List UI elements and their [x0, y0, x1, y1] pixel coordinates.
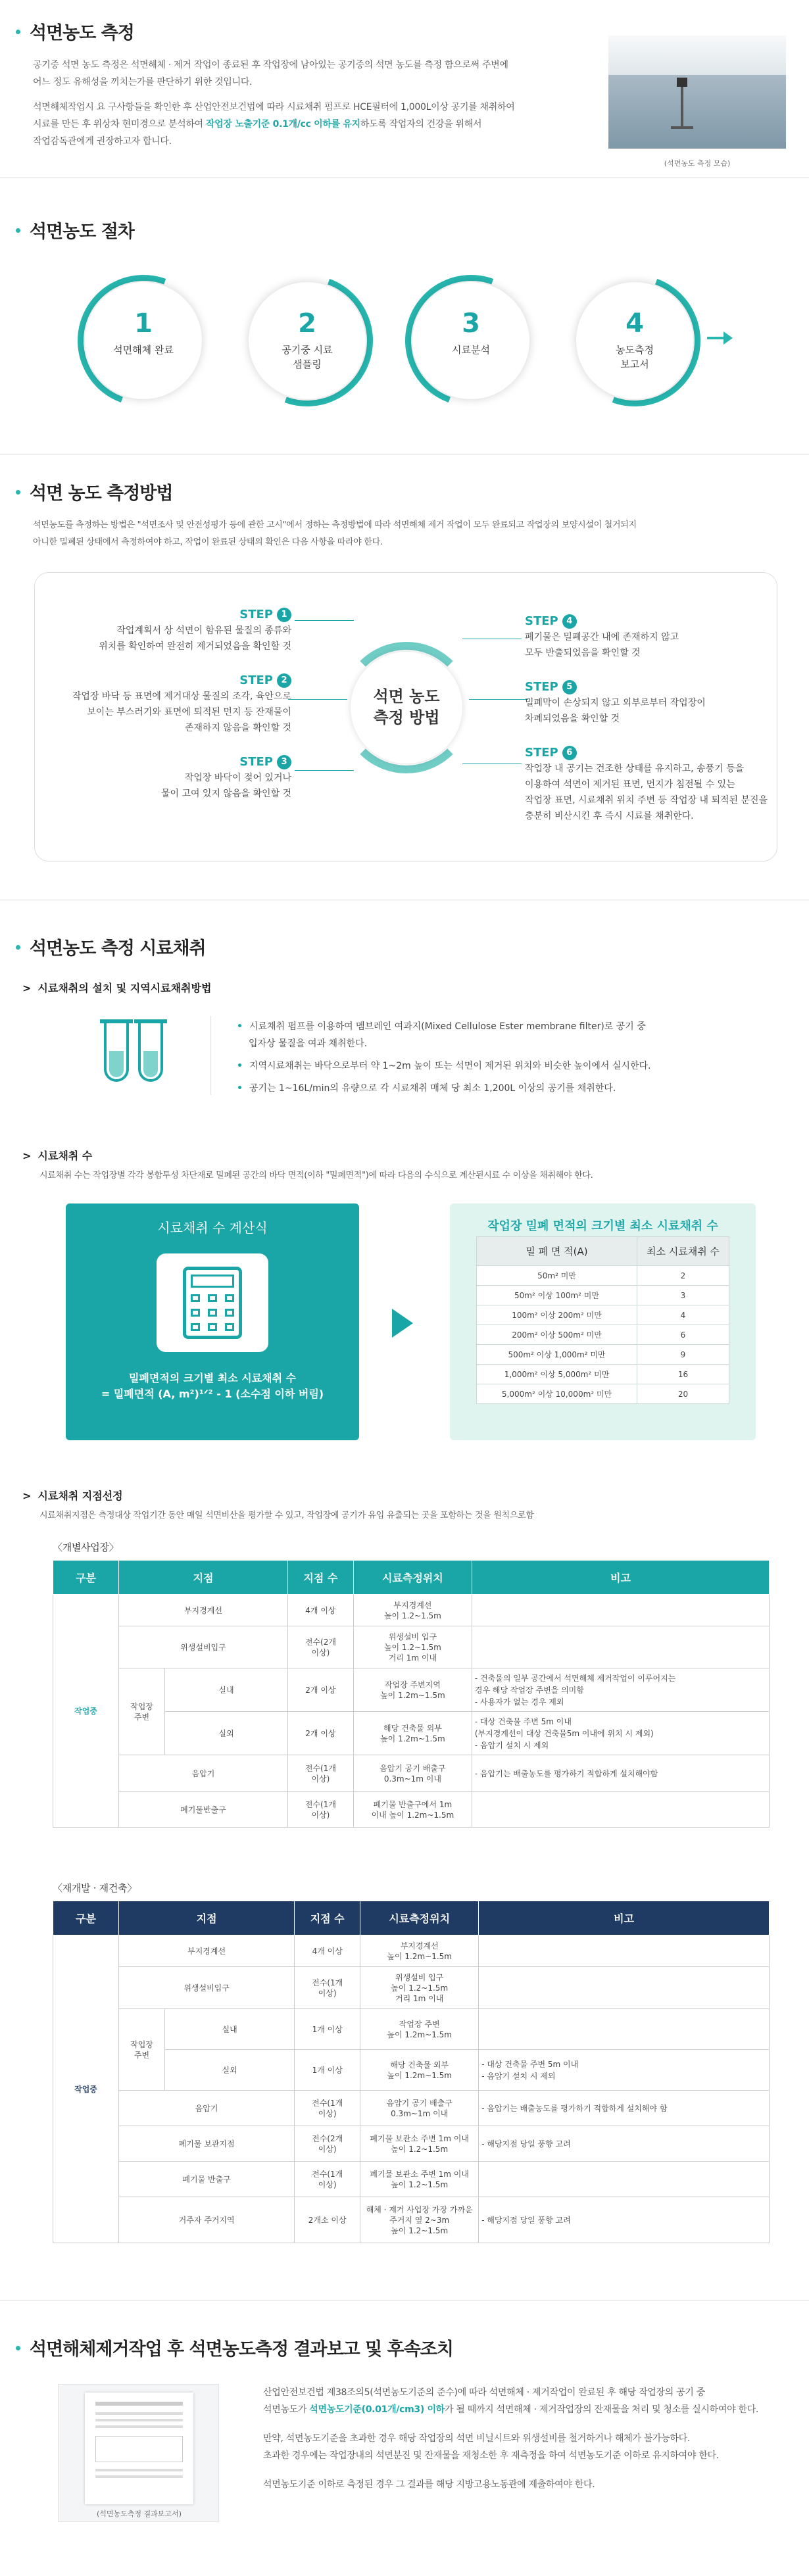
- report-document-image: [58, 2384, 219, 2522]
- photo-caption: (석면농도 측정 모습): [664, 159, 731, 168]
- section-title-sampling: 석면농도 측정 시료채취: [16, 934, 206, 960]
- method-step-2: STEP 2 작업장 바닥 등 표면에 제거대상 물질의 조각, 육안으로 보이는 부스러기와 표면에 퇴적된 먼지 등 잔재물이 존재하지 않음을 확인할 것: [72, 673, 291, 733]
- method-step-1: STEP 1 작업계획서 상 석면이 함유된 물질의 종류와 위치를 확인하여 완전히 제거되었음을 확인할 것: [99, 608, 291, 652]
- list-item: • 지역시료채취는 바닥으로부터 약 1~2m 높이 또는 석면이 제거된 위치와 비슷한 높이에서 실시한다.: [237, 1057, 789, 1075]
- table-row: 500m² 이상 1,000m² 미만 9: [477, 1345, 729, 1365]
- table-row: 거주자 주거지역 2개소 이상 해체 · 제거 사업장 가장 가까운 주거지 옆 2~3m 높이 1.2~1.5m - 해당지점 당일 풍향 고려: [53, 2197, 770, 2243]
- table-row: 실외 1개 이상 해당 건축물 외부 높이 1.2m~1.5m - 대상 건축물 주변 5m 이내 - 음압기 설치 시 제외: [53, 2050, 770, 2091]
- column-header: 최소 시료채취 수: [637, 1237, 729, 1266]
- section-title-measurement: 석면농도 측정: [16, 18, 134, 44]
- table-row: 폐기물 반출구 전수(1개 이상) 폐기물 보관소 주변 1m 이내 높이 1.2~1.5m: [53, 2162, 770, 2197]
- procedure-step-4: 4 농도측정 보고서: [576, 282, 693, 399]
- column-header: 밀 폐 면 적(A): [477, 1237, 637, 1266]
- subheading-install: > 시료채취의 설치 및 지역시료채취방법: [22, 980, 211, 995]
- section-title-report: 석면해체제거작업 후 석면농도측정 결과보고 및 후속조치: [16, 2335, 453, 2360]
- test-tube-icon: [92, 1013, 178, 1092]
- table-caption-individual: 〈개별사업장〉: [53, 1542, 119, 1553]
- table-row: 1,000m² 이상 5,000m² 미만 16: [477, 1365, 729, 1384]
- arrow-right-icon: [392, 1309, 413, 1338]
- table-row: 50m² 미만 2: [477, 1266, 729, 1286]
- section-title-method: 석면 농도 측정방법: [16, 479, 172, 504]
- table-row: 폐기물반출구 전수(1개 이상) 폐기물 반출구에서 1m 이내 높이 1.2m~1.5m: [53, 1792, 770, 1828]
- count-paragraph: 시료채취 수는 작업장별 각각 봉함투성 차단재로 밀폐된 공간의 바닥 면적(이하 "밀폐면적")에 따라 다음의 수식으로 계산된시료 수 이상을 채취해야 한다.: [39, 1171, 593, 1180]
- report-paragraph-1: 산업안전보건법 제38조의5(석면농도기준의 준수)에 따라 석면해체 · 제거작업이 완료된 후 해당 작업장의 공기 중 석면농도가 석면농도기준(0.01개/cm3) 이하가 될 때까지 석면해체 · 제거작업장의 잔재물을 처리 및 청소를 실시하여야 한다.: [263, 2387, 759, 2415]
- section-title-procedure: 석면농도 절차: [16, 217, 134, 243]
- procedure-flow: [0, 263, 809, 421]
- report-caption: (석면농도측정 결과보고서): [97, 2510, 182, 2518]
- method-step-4: STEP 4 폐기물은 밀폐공간 내에 존재하지 않고 모두 반출되었음을 확인할 것: [525, 614, 679, 658]
- table-row: 폐기물 보관지점 전수(2개 이상) 폐기물 보관소 주변 1m 이내 높이 1.2~1.5m - 해당지점 당일 풍향 고려: [53, 2126, 770, 2162]
- table-row: 작업장 주변 실내 2개 이상 작업장 주변지역 높이 1.2m~1.5m - 건축물의 일부 공간에서 석면해체 제거작업이 이루어지는 경우 해당 작업장 주변을 의미함 - 사용자가 없는 경우 제외: [53, 1668, 770, 1712]
- table-row: 작업중 부지경계선 4개 이상 부지경계선 높이 1.2m~1.5m: [53, 1935, 770, 1967]
- method-paragraph: 석면농도를 측정하는 방법은 "석면조사 및 안전성평가 등에 관한 고시"에서 정하는 측정방법에 따라 석면해체 제거 작업이 모두 완료되고 작업장의 보양시설이 철거되지 아니한 밀폐된 상태에서 측정하여야 하고, 작업이 완료된 상태의 확인은 다음 사항을 따라야 한다.: [33, 520, 637, 547]
- formula-panel: 시료채취 수 계산식 밀폐면적의 크기별 최소 시료채취 수 = 밀폐면적 (A, m²)¹ᐟ² - 1 (소수점 이하 버림): [66, 1203, 359, 1440]
- method-step-5: STEP 5 밀폐막이 손상되지 않고 외부로부터 작업장이 차폐되었음을 확인할 것: [525, 680, 706, 724]
- table-row: 5,000m² 이상 10,000m² 미만 20: [477, 1384, 729, 1404]
- table-row: 작업장 주변 실내 1개 이상 작업장 주변 높이 1.2m~1.5m: [53, 2009, 770, 2050]
- table-row: 실외 2개 이상 해당 건축물 외부 높이 1.2m~1.5m - 대상 건축물 주변 5m 이내 (부지경계선이 대상 건축물5m 이내에 위치 시 제외) - 음압기 설치 시 제외: [53, 1712, 770, 1755]
- subheading-count: > 시료채취 수: [22, 1148, 92, 1163]
- table-row: 음압기 전수(1개 이상) 음압기 공기 배출구 0.3m~1m 이내 - 음압기는 배출농도를 평가하기 적합하게 설치해야 함: [53, 2091, 770, 2126]
- sampling-method-list: [237, 1018, 789, 1097]
- report-paragraph-3: 석면농도기준 이하로 측정된 경우 그 결과를 해당 지방고용노동관에 제출하여야 한다.: [263, 2479, 595, 2490]
- area-table: [476, 1236, 729, 1404]
- table-row: 위생설비입구 전수(2개 이상) 위생설비 입구 높이 1.2~1.5m 거리 1m 이내: [53, 1626, 770, 1668]
- individual-site-table: 구분 지점 지점 수 시료측정위치 비고 작업중 부지경계선 4개 이상 부지경계선 높이 1.2~1.5m 위생설비입구 전수(2개 이상) 위생설비 입구 높이 1.2~1.5m 거리 1m 이내 작업장 주변 실내 2개 이상 작업장 주변지역 높이 1.2m~1.5m - 건축물의 일부 공간에서 석면해체 제거작업이 이루어지는 경우 해당 작업장 주변을 의미함 - 사용자가 없는 경우 제외 실외 2개 이상 해당 건축물 외부 높이 1.2m~1.5m - 대상 건축물 주변 5m 이내 (부지경계선이 대상 건축물5m 이내에 위치 시 제외) - 음압기 설치 시 제외 음압기 전수(1개 이상) 음압기 공기 배출구 0.3m~1m 이내 - 음압기는 배출농도를 평가하기 적합하게 설치해야함 폐기물반출구 전수(1개 이상) 폐기물 반출구에서 1m 이내 높이 1.2m~1.5m: [53, 1560, 770, 1828]
- measurement-photo: [608, 36, 786, 168]
- redevelopment-table: 구분 지점 지점 수 시료측정위치 비고 작업중 부지경계선 4개 이상 부지경계선 높이 1.2m~1.5m 위생설비입구 전수(1개 이상) 위생설비 입구 높이 1.2~1.5m 거리 1m 이내 작업장 주변 실내 1개 이상 작업장 주변 높이 1.2m~1.5m 실외 1개 이상 해당 건축물 외부 높이 1.2m~1.5m - 대상 건축물 주변 5m 이내 - 음압기 설치 시 제외 음압기 전수(1개 이상) 음압기 공기 배출구 0.3m~1m 이내 - 음압기는 배출농도를 평가하기 적합하게 설치해야 함 폐기물 보관지점 전수(2개 이상) 폐기물 보관소 주변 1m 이내 높이 1.2~1.5m - 해당지점 당일 풍향 고려 폐기물 반출구 전수(1개 이상) 폐기물 보관소 주변 1m 이내 높이 1.2~1.5m 거주자 주거지역 2개소 이상 해체 · 제거 사업장 가장 가까운 주거지 옆 2~3m 높이 1.2~1.5m - 해당지점 당일 풍향 고려: [53, 1901, 770, 2243]
- area-table-panel: 작업장 밀폐 면적의 크기별 최소 시료채취 수: [450, 1203, 756, 1440]
- method-box: [34, 572, 777, 862]
- method-step-3: STEP 3 작업장 바닥이 젖어 있거나 물이 고여 있지 않음을 확인할 것: [160, 755, 291, 799]
- intro-paragraph-2: 석면해체작업시 요 구사항들을 확인한 후 산업안전보건법에 따라 시료채취 펌프로 HCE필터에 1,000L이상 공기를 채취하여 시료를 만든 후 위상차 현미경으로 분석하여 작업장 노출기준 0.1개/cc 이하를 유지하도록 작업자의 건강을 위해서 작업감독관에게 권장하고자 합니다.: [33, 102, 515, 147]
- table-row: 음압기 전수(1개 이상) 음압기 공기 배출구 0.3m~1m 이내 - 음압기는 배출농도를 평가하기 적합하게 설치해야함: [53, 1755, 770, 1792]
- table-row: 작업중 부지경계선 4개 이상 부지경계선 높이 1.2~1.5m: [53, 1595, 770, 1626]
- intro-paragraph-1: 공기중 석면 농도 측정은 석면해체 · 제거 작업이 종료된 후 작업장에 남아있는 공기중의 석면 농도를 측정 함으로써 주변에 어느 정도 유해성을 끼치는가를 판단하기 위한 것입니다.: [33, 60, 508, 87]
- procedure-step-3: 3 시료분석: [412, 282, 529, 399]
- method-step-6: STEP 6 작업장 내 공기는 건조한 상태를 유지하고, 송풍기 등을 이용하여 석면이 제거된 표면, 먼지가 침전될 수 있는 작업장 표면, 시료채취 위치 주변 등 작업장 내 퇴적된 분진을 충분히 비산시킨 후 즉시 시료를 채취한다.: [525, 746, 768, 821]
- table-row: 200m² 이상 500m² 미만 6: [477, 1325, 729, 1345]
- procedure-step-2: 2 공기중 시료 샘플링: [249, 282, 366, 399]
- procedure-step-1: 1 석면해체 완료: [85, 282, 202, 399]
- table-row: 위생설비입구 전수(1개 이상) 위생설비 입구 높이 1.2~1.5m 거리 1m 이내: [53, 1967, 770, 2009]
- method-center: 석면 농도 측정 방법: [351, 652, 462, 764]
- report-paragraph-2: 만약, 석면농도기준을 초과한 경우 해당 작업장의 석면 비닐시트와 위생설비를 철거하거나 해체가 불가능하다. 초과한 경우에는 작업장내의 석면분진 및 잔재물을 재청소한 후 재측정을 하여 석면농도기준 이하로 유지하여야 한다.: [263, 2433, 719, 2461]
- list-item: • 시료채취 펌프를 이용하여 멤브레인 여과지(Mixed Cellulose Ester membrane filter)로 공기 중 입자상 물질을 여과 채취한다.: [237, 1018, 789, 1052]
- table-row: 50m² 이상 100m² 미만 3: [477, 1286, 729, 1305]
- table-caption-redevelopment: 〈재개발 · 재건축〉: [53, 1882, 137, 1894]
- subheading-points: > 시료채취 지점선정: [22, 1488, 123, 1503]
- table-row: 100m² 이상 200m² 미만 4: [477, 1305, 729, 1325]
- calculator-icon: [157, 1253, 268, 1352]
- list-item: • 공기는 1~16L/min의 유량으로 각 시료채취 매체 당 최소 1,200L 이상의 공기를 채취한다.: [237, 1080, 789, 1097]
- points-paragraph: 시료채취지점은 측정대상 작업기간 동안 매일 석면비산을 평가할 수 있고, 작업장에 공기가 유입 유출되는 곳을 포함하는 것을 원칙으로함: [39, 1511, 534, 1520]
